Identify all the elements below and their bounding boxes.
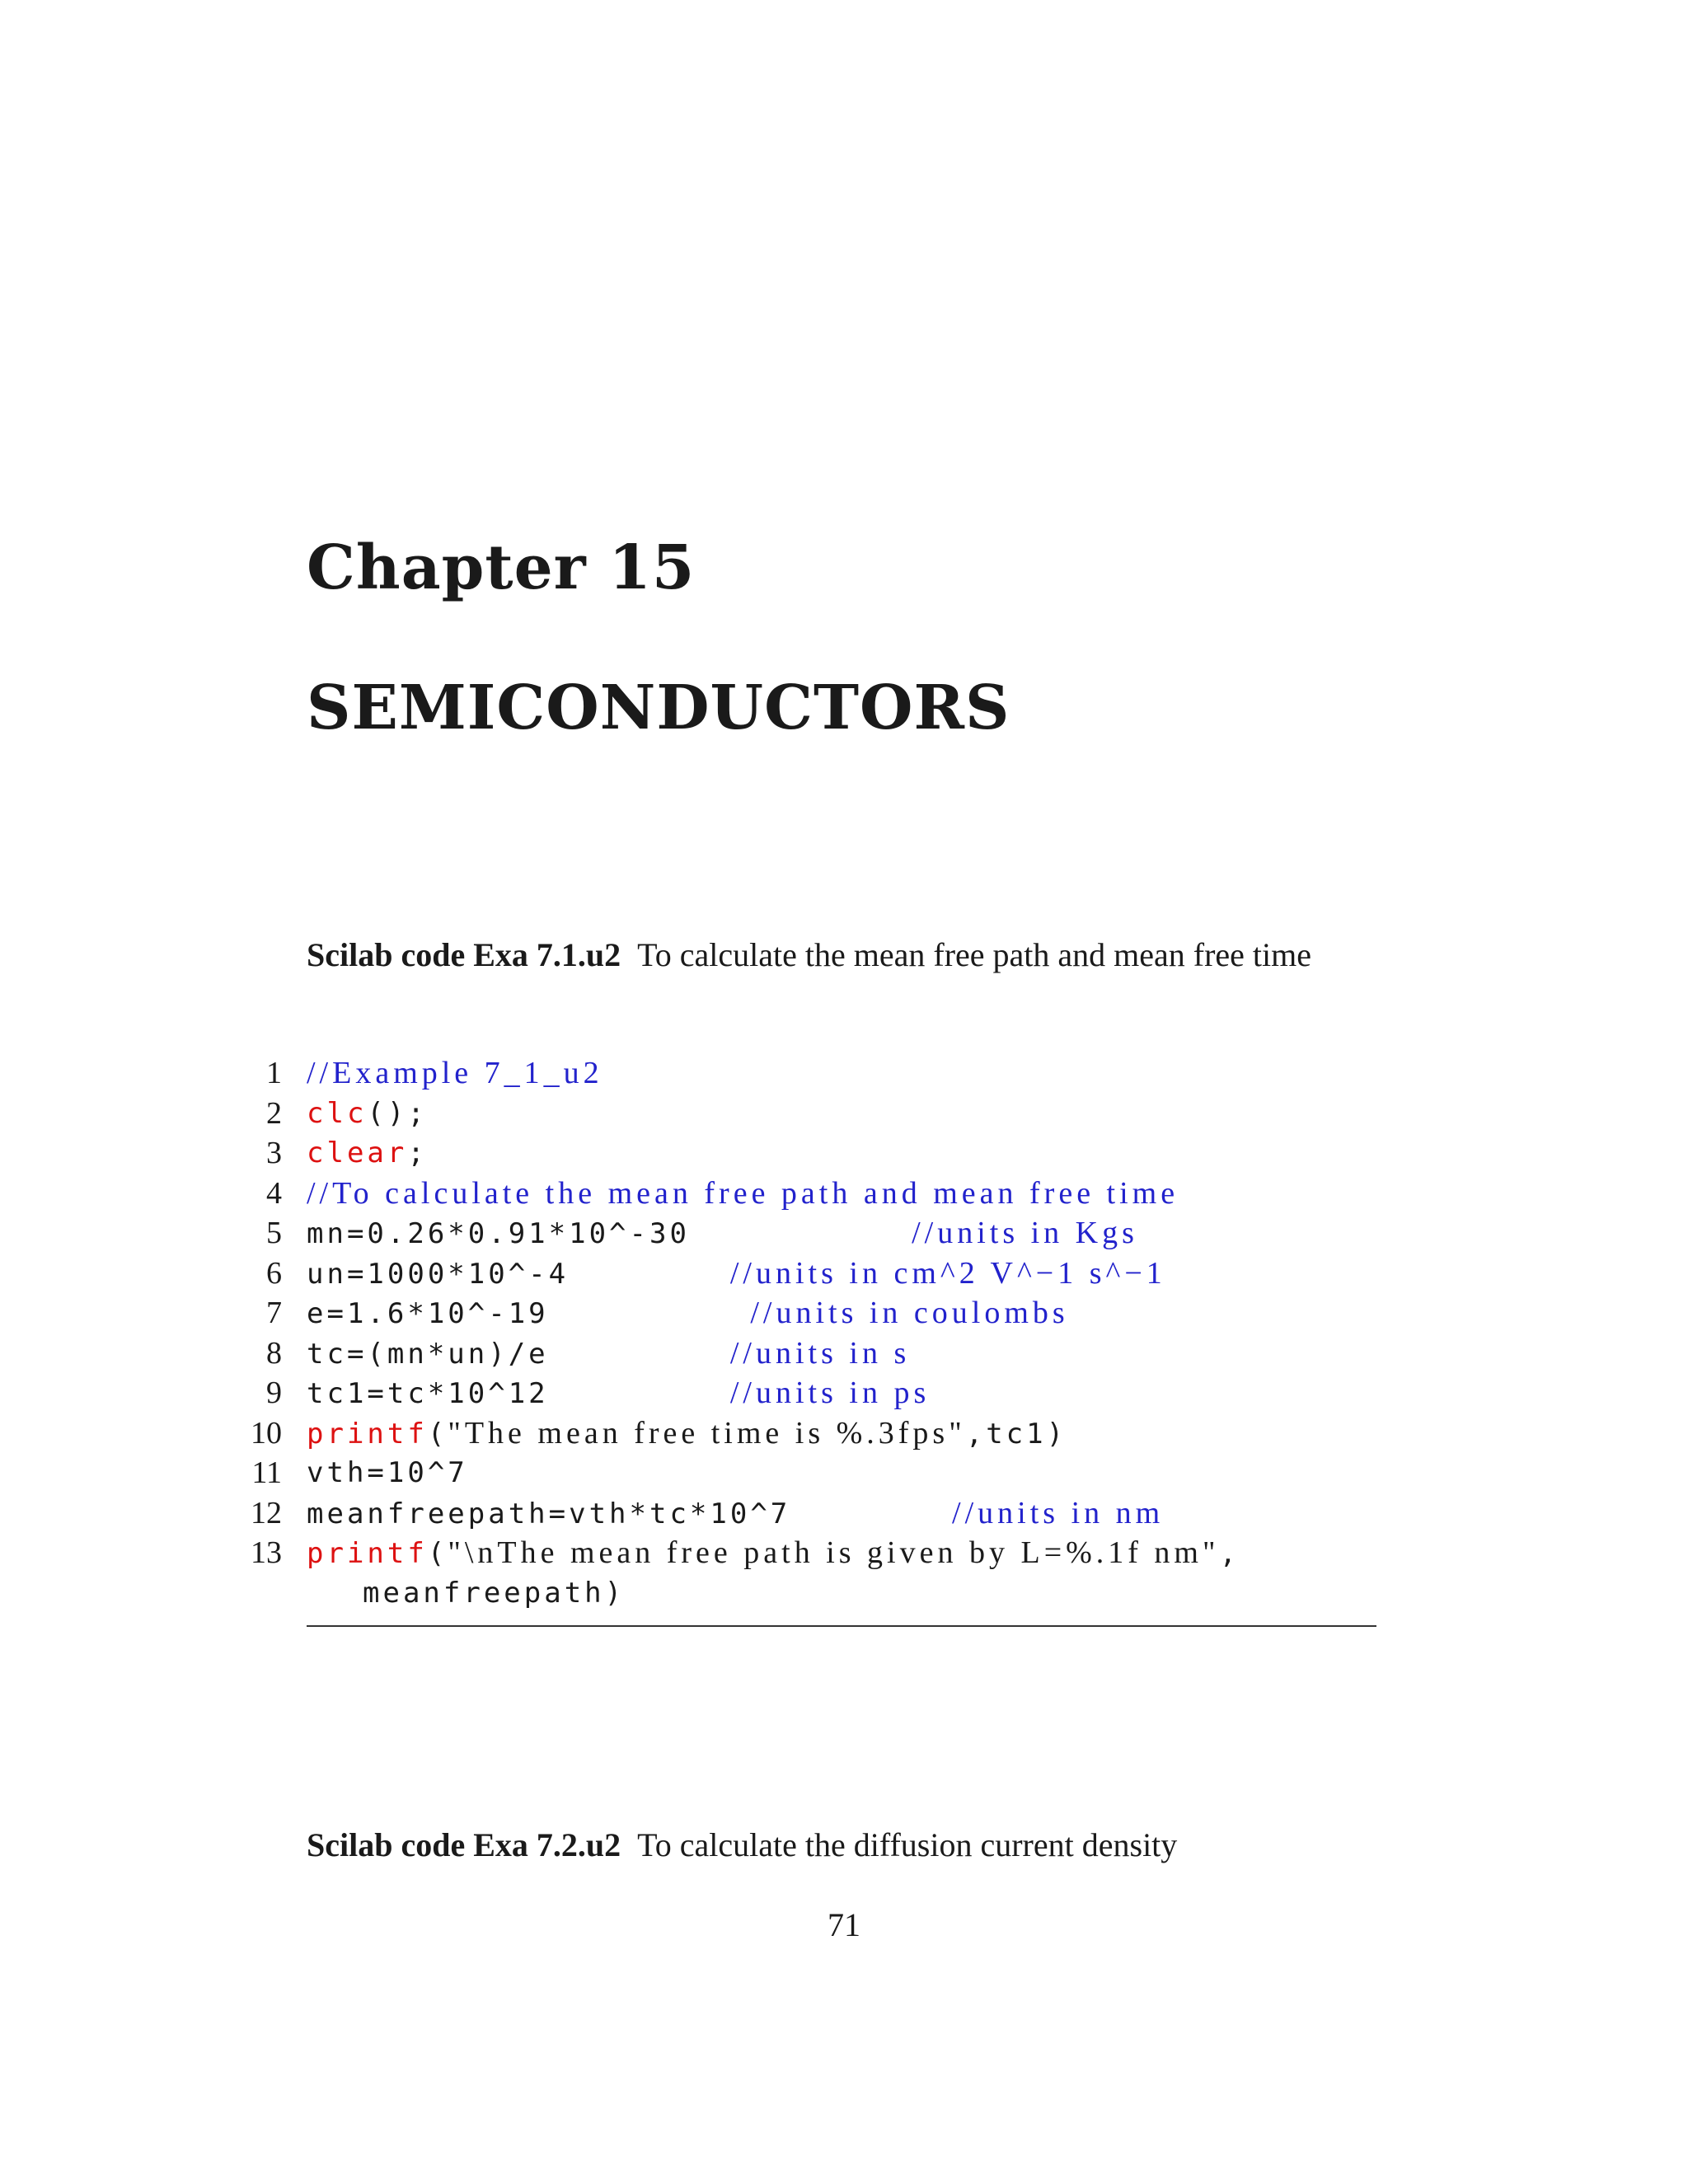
code-text: (	[427, 1537, 448, 1570]
code-comment: //units in coulombs	[750, 1296, 1069, 1330]
code-comment: //units in s	[729, 1335, 911, 1371]
code-text: tc1=tc*10^12	[307, 1377, 549, 1410]
line-number: 11	[251, 1455, 282, 1490]
code-text: ();	[367, 1096, 428, 1130]
code-line	[231, 1293, 1376, 1333]
example-description: To calculate the diffusion current density	[637, 1826, 1178, 1863]
code-line	[231, 1333, 1376, 1374]
code-listing	[231, 1053, 1376, 1613]
line-number: 13	[251, 1535, 282, 1570]
code-text: mn=0.26*0.91*10^-30	[307, 1217, 690, 1250]
line-number: 6	[266, 1255, 282, 1291]
line-number: 4	[266, 1175, 282, 1211]
line-number: 2	[266, 1095, 282, 1131]
code-line	[231, 1133, 1376, 1174]
code-line	[231, 1174, 1376, 1214]
line-code	[307, 1453, 468, 1497]
code-keyword: printf	[307, 1417, 428, 1451]
line-code	[307, 1133, 428, 1178]
example-caption	[307, 1825, 1378, 1865]
code-line	[231, 1254, 1376, 1294]
code-line	[231, 1213, 1376, 1254]
code-text: (	[427, 1417, 448, 1451]
chapter-label: Chapter 15	[307, 532, 696, 603]
code-keyword: clear	[307, 1137, 408, 1169]
line-number: 1	[266, 1056, 282, 1090]
code-text	[549, 1297, 751, 1330]
example-label: Scilab code Exa 7.1.u2	[307, 936, 621, 973]
code-text	[549, 1377, 730, 1410]
code-keyword: printf	[307, 1537, 428, 1570]
code-comment: //Example 7_1_u2	[307, 1056, 603, 1090]
line-code	[307, 1533, 1240, 1578]
line-code	[307, 1254, 1166, 1299]
code-text: meanfreepath=vth*tc*10^7	[307, 1497, 791, 1530]
code-text: meanfreepath)	[363, 1576, 626, 1610]
code-comment: //units in cm^2 V^−1 s^−1	[729, 1255, 1166, 1291]
line-number: 5	[266, 1216, 282, 1250]
example-caption	[307, 935, 1378, 975]
page-number: 71	[828, 1906, 860, 1943]
line-number: 12	[251, 1495, 282, 1530]
line-code	[307, 1493, 1164, 1539]
code-text: vth=10^7	[307, 1456, 468, 1489]
line-number: 9	[266, 1376, 282, 1410]
code-line	[231, 1453, 1376, 1493]
line-code	[307, 1413, 1067, 1459]
code-line-continuation	[231, 1573, 1376, 1614]
code-keyword: clc	[307, 1096, 368, 1130]
code-comment: //units in Kgs	[912, 1216, 1138, 1250]
code-text	[549, 1338, 730, 1371]
line-number: 7	[266, 1296, 282, 1330]
code-comment: //units in nm	[952, 1495, 1165, 1530]
line-code	[307, 1293, 1069, 1338]
code-comment: //units in ps	[729, 1376, 931, 1410]
line-code	[307, 1213, 1138, 1258]
code-line	[231, 1413, 1376, 1454]
code-line	[231, 1533, 1376, 1573]
code-line	[231, 1373, 1376, 1413]
code-text	[690, 1217, 912, 1250]
line-number: 8	[266, 1335, 282, 1371]
code-line	[231, 1094, 1376, 1134]
code-comment: //To calculate the mean free path and mean free time	[307, 1175, 1179, 1211]
line-code	[307, 1373, 930, 1418]
code-text: ;	[407, 1137, 428, 1169]
chapter-title: SEMICONDUCTORS	[307, 673, 1010, 743]
line-number: 10	[251, 1415, 282, 1451]
line-code	[307, 1094, 428, 1138]
line-code	[307, 1174, 1179, 1219]
line-code	[307, 1053, 603, 1099]
code-text: ,	[1219, 1537, 1240, 1570]
line-code	[307, 1333, 910, 1379]
code-text: ,tc1)	[965, 1417, 1067, 1451]
example-label: Scilab code Exa 7.2.u2	[307, 1826, 621, 1863]
code-text	[790, 1497, 952, 1530]
code-line	[231, 1053, 1376, 1094]
code-text: tc=(mn*un)/e	[307, 1337, 549, 1371]
code-text: e=1.6*10^-19	[307, 1297, 549, 1330]
code-line	[231, 1493, 1376, 1534]
code-string: "\nThe mean free path is given by L=%.1f nm"	[448, 1535, 1220, 1570]
code-text	[569, 1258, 730, 1291]
code-text: un=1000*10^-4	[307, 1257, 570, 1291]
example-description: To calculate the mean free path and mean free time	[637, 936, 1312, 973]
code-divider	[307, 1625, 1376, 1627]
line-number: 3	[266, 1136, 282, 1170]
code-string: "The mean free time is %.3fps"	[448, 1415, 966, 1451]
line-code	[363, 1573, 625, 1618]
